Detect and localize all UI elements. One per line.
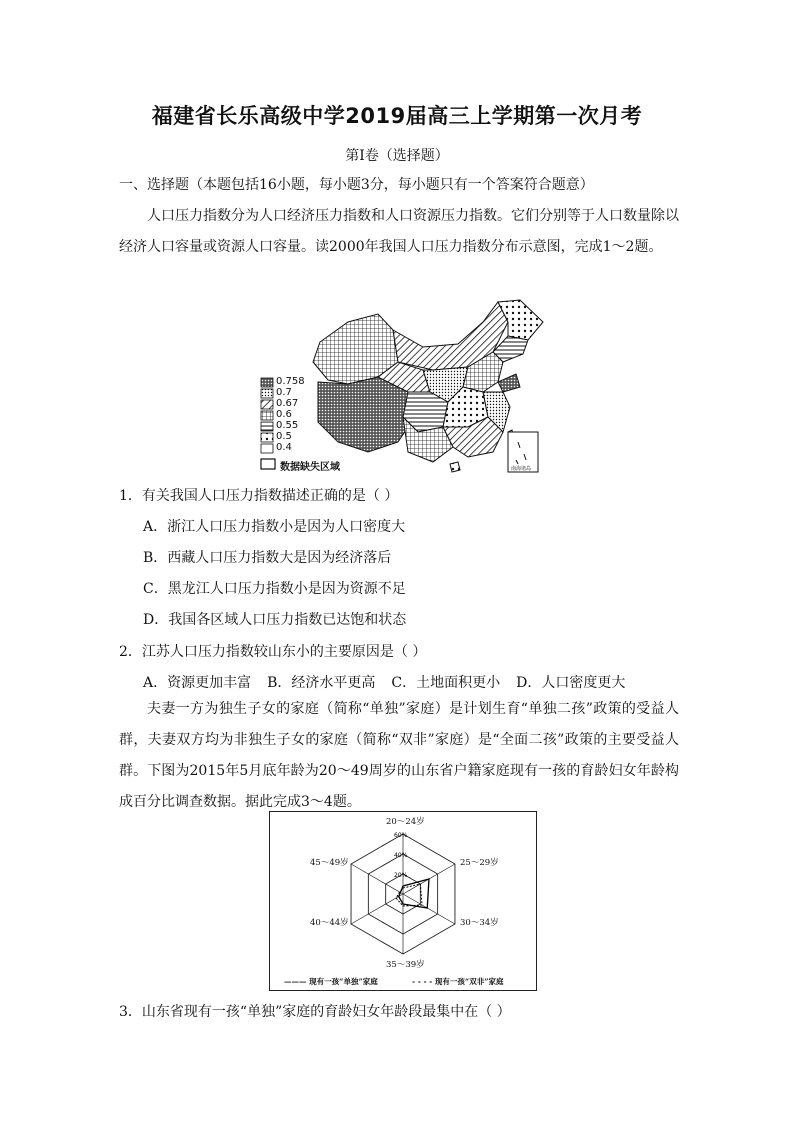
legend-dashed-label: - - - - 现有一孩“双非”家庭 <box>412 977 504 986</box>
map-legend-values <box>276 376 305 453</box>
q2-option-d: D．人口密度更大 <box>516 675 626 691</box>
axis-label-20-24: 20～24岁 <box>386 817 425 827</box>
legend-value: 0.7 <box>276 387 292 398</box>
legend-value: 0.758 <box>276 376 305 387</box>
legend-value: 0.4 <box>276 442 292 453</box>
exam-title: 福建省长乐高级中学2019届高三上学期第一次月考 <box>151 104 643 128</box>
legend-value: 0.67 <box>276 398 299 409</box>
q2-option-b: B．经济水平更高 <box>267 675 376 691</box>
radar-ring-label: 40% <box>394 852 408 859</box>
inset-label: 南海诸岛 <box>511 466 532 472</box>
q1-option-a: A．浙江人口压力指数小是因为人口密度大 <box>143 519 406 535</box>
axis-label-40-44: 40～44岁 <box>310 918 349 928</box>
legend-solid-label: ——— 现有一孩“单独”家庭 <box>284 977 378 986</box>
legend-missing-data: 数据缺失区域 <box>280 462 340 473</box>
map-legend-swatches <box>261 378 275 469</box>
q1-option-d: D．我国各区域人口压力指数已达饱和状态 <box>143 612 407 628</box>
q3-stem: 3．山东省现有一孩“单独”家庭的育龄妇女年龄段最集中在（ ） <box>119 1004 511 1020</box>
q1-option-c: C．黑龙江人口压力指数小是因为资源不足 <box>143 581 406 597</box>
population-pressure-map <box>258 292 548 478</box>
section-heading: 一、选择题（本题包括16小题，每小题3分，每小题只有一个答案符合题意） <box>119 177 594 193</box>
passage-1: 人口压力指数分为人口经济压力指数和人口资源压力指数。它们分别等于人口数量除以经济人口容量或资源人口容量。读2000年我国人口压力指数分布示意图，完成1～2题。 <box>119 208 679 255</box>
q2-option-a: A．资源更加丰富 <box>143 675 252 691</box>
legend-solid-text: 现有一孩“单独”家庭 <box>309 977 378 986</box>
legend-value: 0.6 <box>276 409 292 420</box>
legend-dashed-text: 现有一孩“双非”家庭 <box>434 977 504 986</box>
region-shandong <box>498 374 520 392</box>
q2-option-c: C．土地面积更小 <box>391 675 501 691</box>
axis-label-35-39: 35～39岁 <box>386 960 425 970</box>
passage-2: 夫妻一方为独生子女的家庭（简称“单独”家庭）是计划生育“单独二孩”政策的受益人群，夫妻双方均为非独生子女的家庭（简称“双非”家庭）是“全面二孩”政策的主要受益人群。下图为2015年5月底年龄为20～49周岁的山东省户籍家庭现有一孩的育龄妇女年龄构成百分比调查数据。据此完成3～4题。 <box>119 701 679 810</box>
radar-chart-frame <box>269 811 537 991</box>
q1-stem: 1．有关我国人口压力指数描述正确的是（ ） <box>119 488 399 504</box>
volume-subtitle: 第Ⅰ卷（选择题） <box>345 148 449 164</box>
q1-option-b: B．西藏人口压力指数大是因为经济落后 <box>143 550 392 566</box>
axis-label-25-29: 25～29岁 <box>460 858 499 868</box>
legend-value: 0.5 <box>276 431 292 442</box>
axis-label-45-49: 45～49岁 <box>310 858 349 868</box>
legend-value: 0.55 <box>276 420 299 431</box>
radar-ring-label: 60% <box>394 832 408 839</box>
radar-ring-label: 20% <box>394 872 408 879</box>
axis-label-30-34: 30～34岁 <box>460 918 499 928</box>
region-hainan <box>450 462 460 472</box>
q2-stem: 2．江苏人口压力指数较山东小的主要原因是（ ） <box>119 644 427 660</box>
